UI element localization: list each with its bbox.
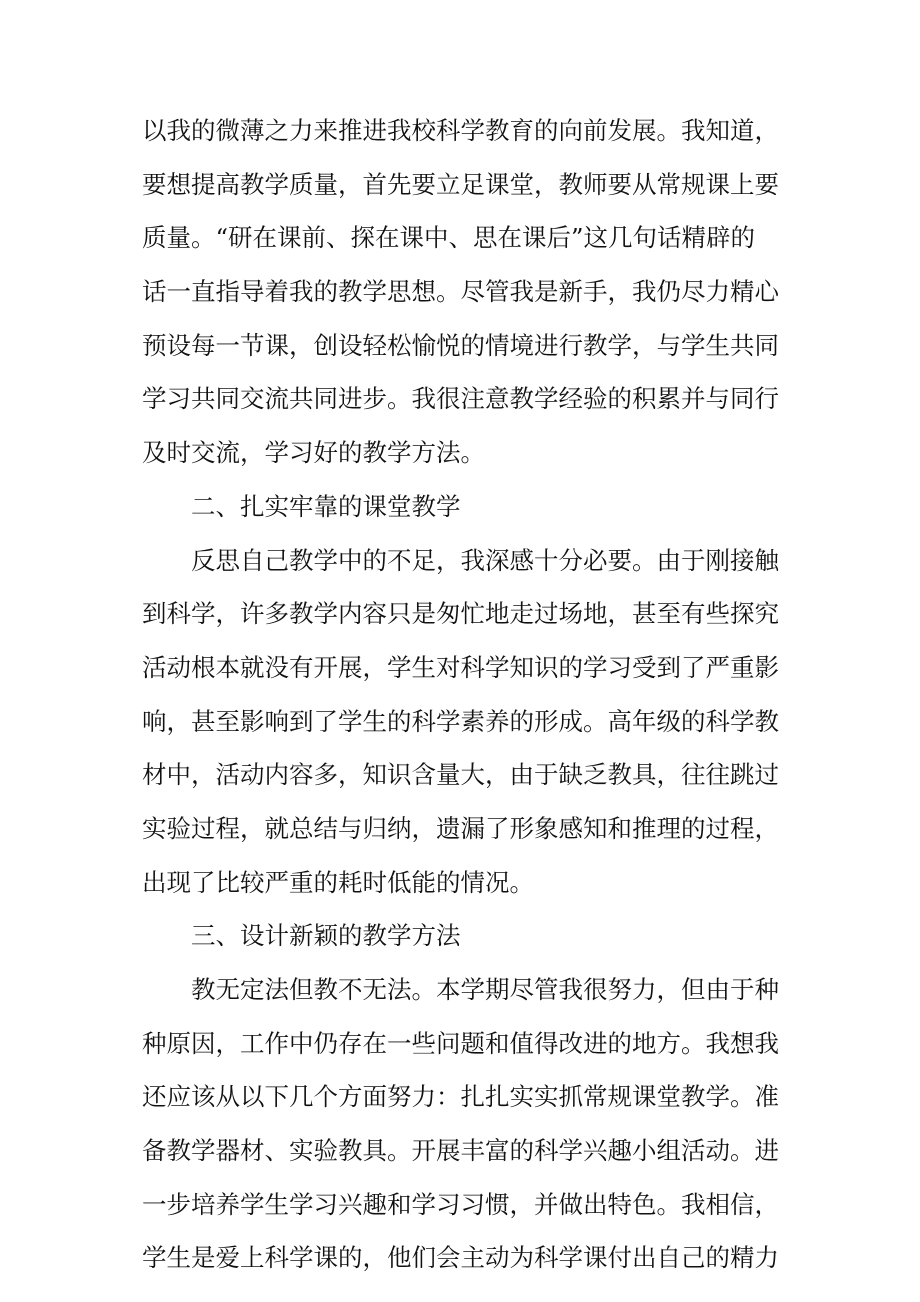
text-line: 以我的微薄之力来推进我校科学教育的向前发展。我知道，	[142, 116, 779, 145]
text-line: 到科学，许多教学内容只是匆忙地走过场地，甚至有些探究	[142, 599, 779, 629]
text-line: 反思自己教学中的不足，我深感十分必要。由于刚接触	[191, 545, 779, 575]
text-line: 活动根本就没有开展，学生对科学知识的学习受到了严重影	[142, 652, 779, 682]
section-heading: 三、设计新颖的教学方法	[191, 921, 461, 951]
section-heading: 二、扎实牢靠的课堂教学	[191, 491, 461, 521]
text-line: 及时交流，学习好的教学方法。	[142, 438, 485, 468]
text-line: 还应该从以下几个方面努力：扎扎实实抓常规课堂教学。准	[142, 1082, 779, 1112]
text-line: 材中，活动内容多，知识含量大，由于缺乏教具，往往跳过	[142, 760, 779, 790]
text-line: 话一直指导着我的教学思想。尽管我是新手，我仍尽力精心	[142, 277, 779, 307]
text-line: 响，甚至影响到了学生的科学素养的形成。高年级的科学教	[142, 706, 779, 736]
text-line: 一步培养学生学习兴趣和学习习惯，并做出特色。我相信，	[142, 1189, 779, 1219]
text-line: 质量。“研在课前、探在课中、思在课后”这几句话精辟的	[142, 223, 756, 253]
text-line: 出现了比较严重的耗时低能的情况。	[142, 867, 534, 897]
text-line: 备教学器材、实验教具。开展丰富的科学兴趣小组活动。进	[142, 1136, 779, 1166]
text-line: 学生是爱上科学课的，他们会主动为科学课付出自己的精力	[142, 1243, 779, 1273]
text-line: 要想提高教学质量，首先要立足课堂，教师要从常规课上要	[142, 169, 779, 199]
text-line: 教无定法但教不无法。本学期尽管我很努力，但由于种	[191, 975, 779, 1004]
text-line: 预设每一节课，创设轻松愉悦的情境进行教学，与学生共同	[142, 330, 779, 360]
text-line: 种原因，工作中仍存在一些问题和值得改进的地方。我想我	[142, 1028, 779, 1058]
text-line: 实验过程，就总结与归纳，遗漏了形象感知和推理的过程，	[142, 813, 779, 843]
document-body	[142, 104, 782, 1285]
text-line: 学习共同交流共同进步。我很注意教学经验的积累并与同行	[142, 384, 779, 414]
